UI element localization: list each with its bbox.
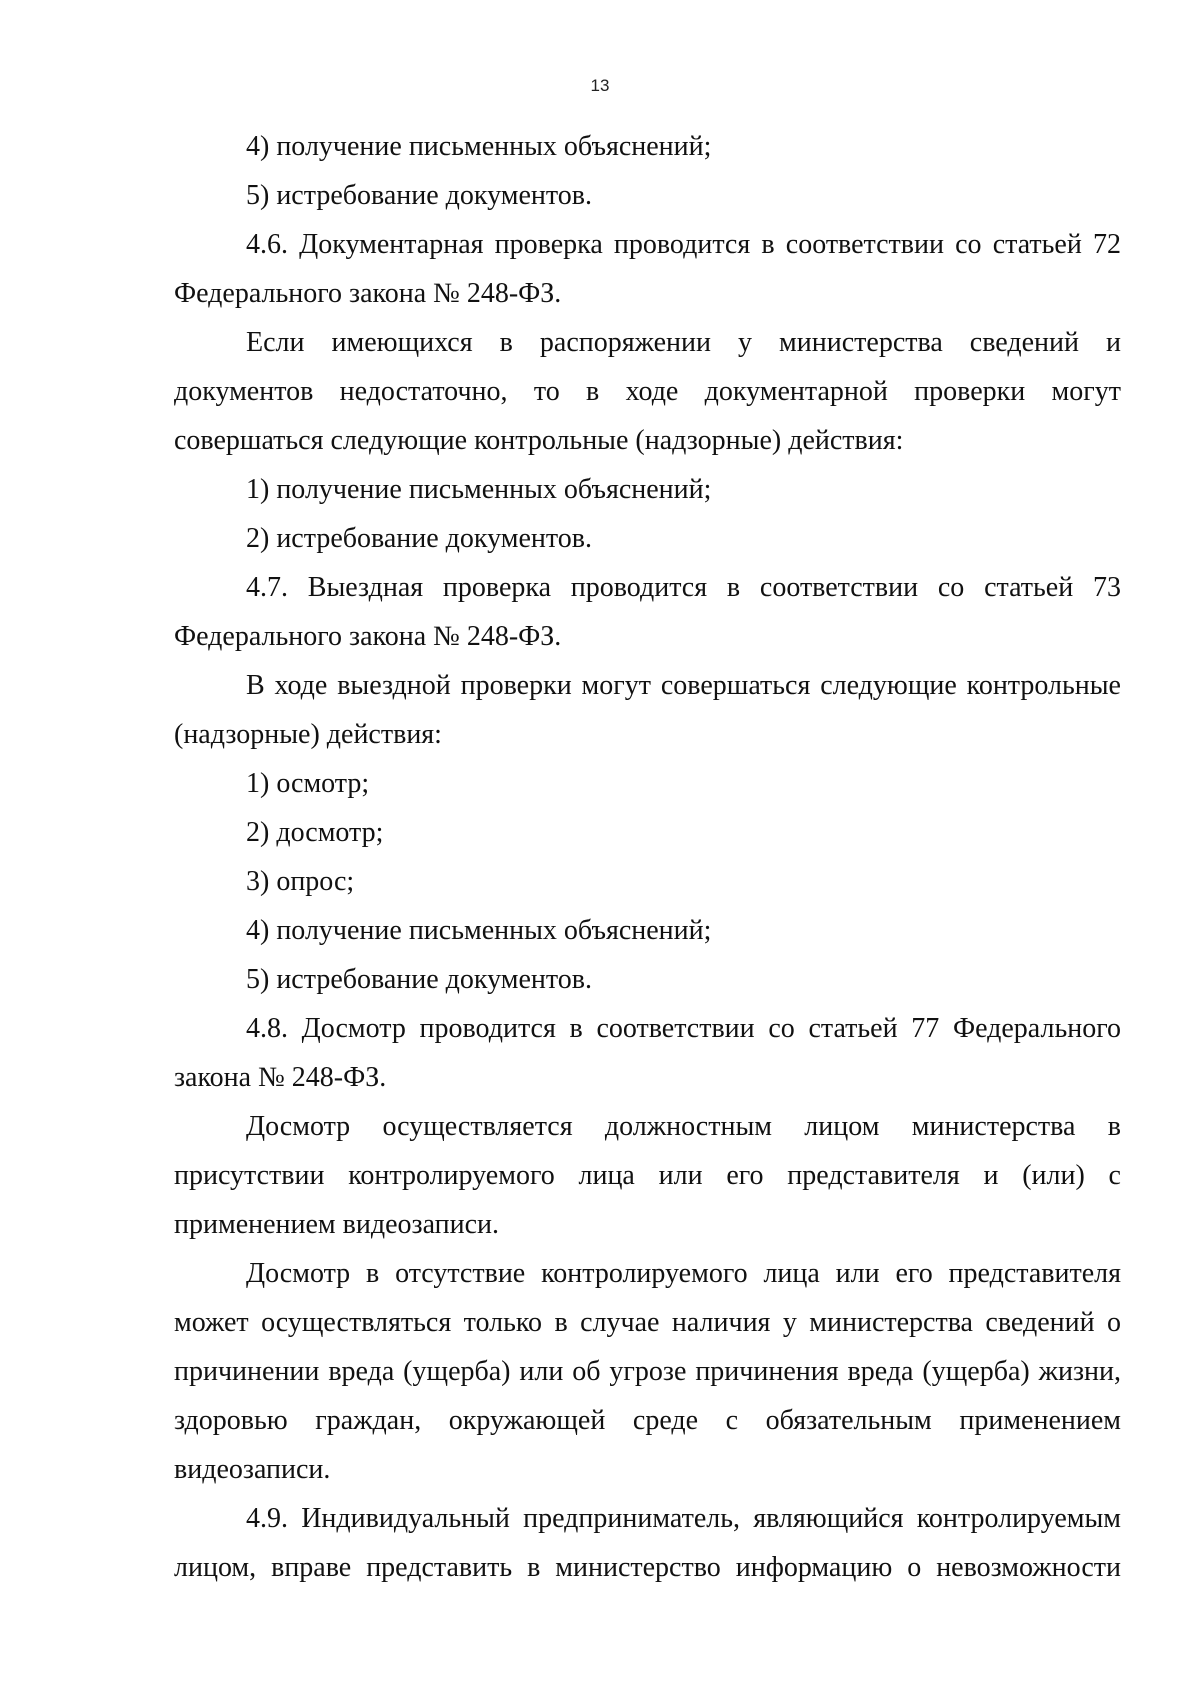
list-item: 2) досмотр;	[246, 817, 384, 848]
document-body	[174, 122, 1121, 1592]
list-item: 4) получение письменных объяснений;	[246, 915, 712, 946]
list-item: 2) истребование документов.	[246, 523, 592, 554]
paragraph: Если имеющихся в распоряжении у министерства сведений и документов недостаточно, то в ходе документарной проверки могут совершаться следующие контрольные (надзорные) действия:	[174, 327, 1121, 456]
paragraph: 4.9. Индивидуальный предприниматель, являющийся контролируемым лицом, вправе представить в министерство информацию о невозможности	[174, 1503, 1121, 1583]
paragraph: В ходе выездной проверки могут совершаться следующие контрольные (надзорные) действия:	[174, 670, 1121, 750]
paragraph: 4.6. Документарная проверка проводится в соответствии со статьей 72 Федерального закона № 248-ФЗ.	[174, 229, 1121, 309]
paragraph: Досмотр осуществляется должностным лицом министерства в присутствии контролируемого лица или его представителя и (или) с применением видеозаписи.	[174, 1111, 1121, 1240]
list-item: 5) истребование документов.	[246, 964, 592, 995]
paragraph: 4.8. Досмотр проводится в соответствии со статьей 77 Федерального закона № 248-ФЗ.	[174, 1013, 1121, 1093]
paragraph: 4.7. Выездная проверка проводится в соответствии со статьей 73 Федерального закона № 248-ФЗ.	[174, 572, 1121, 652]
list-item: 1) осмотр;	[246, 768, 370, 799]
page-number: 13	[590, 76, 610, 95]
list-item: 1) получение письменных объяснений;	[246, 474, 712, 505]
list-item: 3) опрос;	[246, 866, 355, 897]
list-item: 5) истребование документов.	[246, 180, 592, 211]
paragraph: Досмотр в отсутствие контролируемого лица или его представителя может осуществляться только в случае наличия у министерства сведений о причинении вреда (ущерба) или об угрозе причинения вреда (ущерба) жизни, здоровью граждан, окружающей среде с обязательным применением видеозаписи.	[174, 1258, 1121, 1485]
list-item: 4) получение письменных объяснений;	[246, 131, 712, 162]
